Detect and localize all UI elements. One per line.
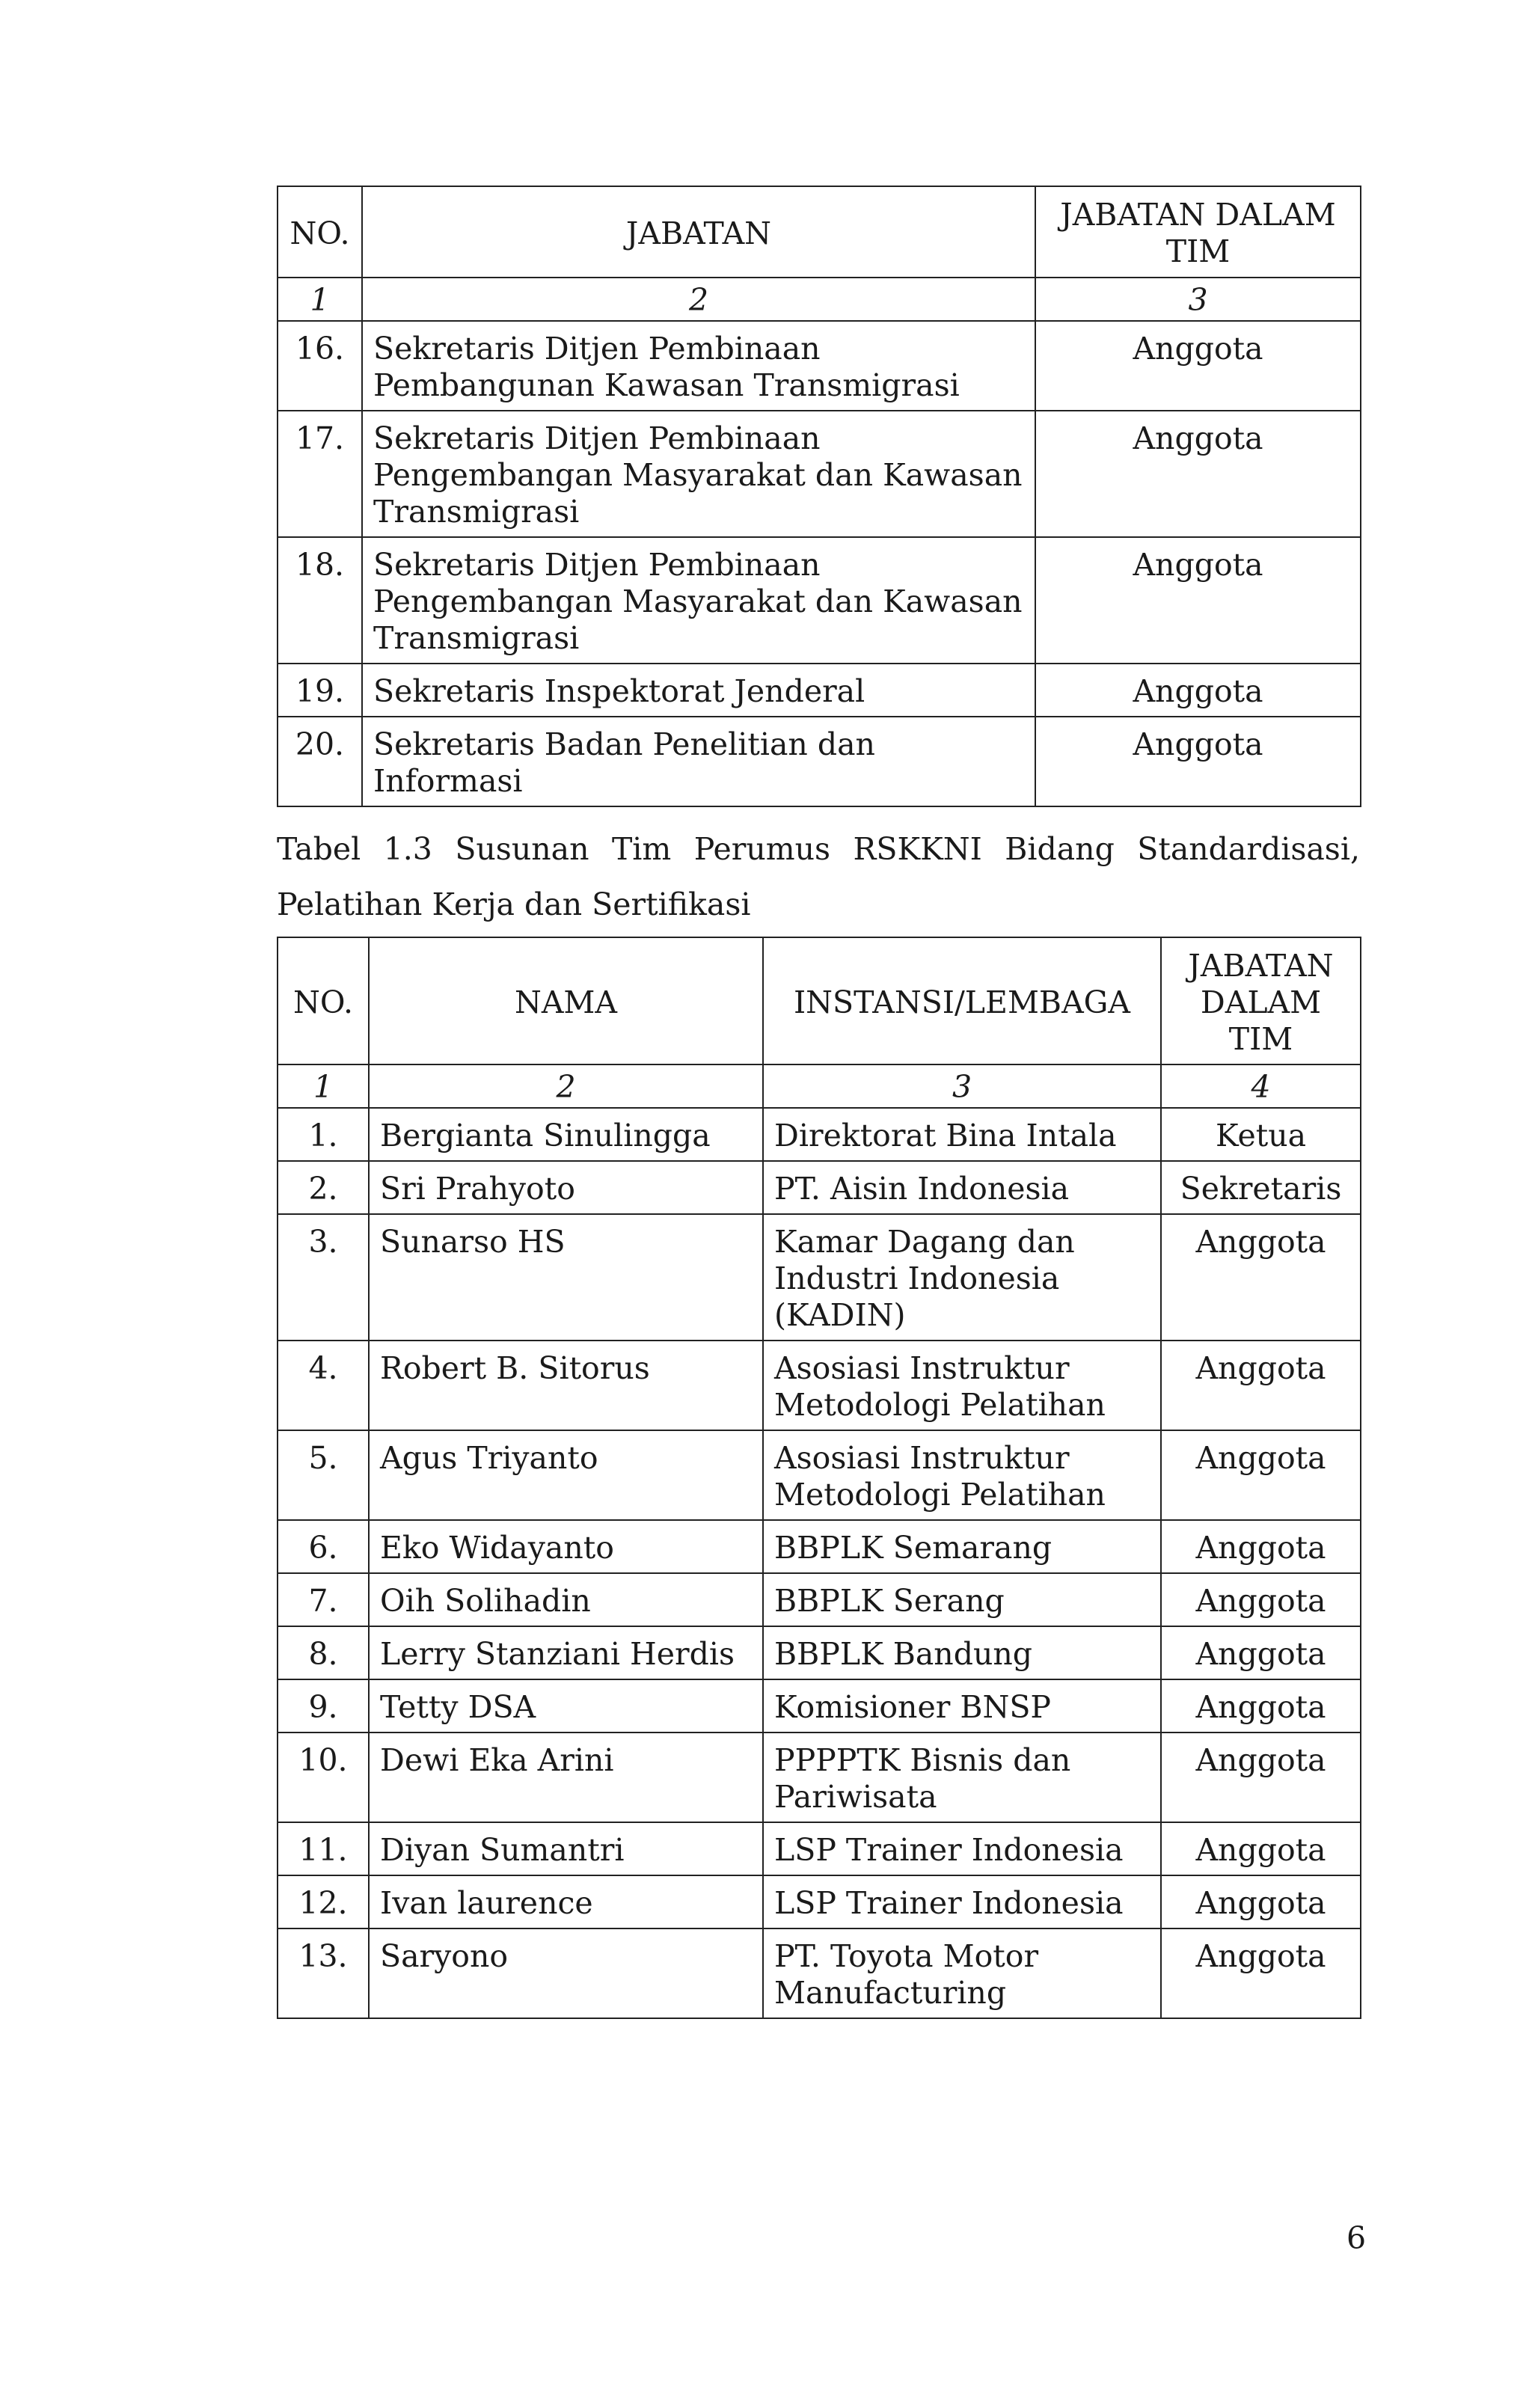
table-row xyxy=(278,1108,1361,1161)
table-row xyxy=(278,1161,1361,1214)
jabatan-dalam-tim-cell: Anggota xyxy=(1161,1679,1361,1733)
jabatan-dalam-tim-cell: Anggota xyxy=(1161,1214,1361,1341)
jabatan-cell: Sekretaris Ditjen Pembinaan Pembangunan Kawasan Transmigrasi xyxy=(362,321,1035,411)
row-number: 7. xyxy=(278,1573,369,1626)
header-jabatan-dalam-tim: JABATAN DALAM TIM xyxy=(1035,186,1361,278)
nama-cell: Lerry Stanziani Herdis xyxy=(369,1626,763,1679)
header-instansi: INSTANSI/LEMBAGA xyxy=(763,937,1161,1064)
instansi-cell: BBPLK Bandung xyxy=(763,1626,1161,1679)
column-index-row xyxy=(278,1064,1361,1108)
row-number: 4. xyxy=(278,1341,369,1430)
nama-cell: Bergianta Sinulingga xyxy=(369,1108,763,1161)
row-number: 19. xyxy=(278,664,362,717)
instansi-cell: Asosiasi Instruktur Metodologi Pelatihan xyxy=(763,1341,1161,1430)
row-number: 5. xyxy=(278,1430,369,1520)
table-row xyxy=(278,1928,1361,2018)
instansi-cell: Direktorat Bina Intala xyxy=(763,1108,1161,1161)
row-number: 18. xyxy=(278,537,362,664)
column-index: 2 xyxy=(362,278,1035,321)
row-number: 6. xyxy=(278,1520,369,1573)
nama-cell: Sunarso HS xyxy=(369,1214,763,1341)
column-index: 1 xyxy=(278,278,362,321)
page-number: 6 xyxy=(1346,2220,1367,2256)
table-row xyxy=(278,1341,1361,1430)
jabatan-dalam-tim-cell: Anggota xyxy=(1161,1573,1361,1626)
jabatan-dalam-tim-cell: Anggota xyxy=(1161,1520,1361,1573)
table-row xyxy=(278,664,1361,717)
table-body xyxy=(278,278,1361,806)
column-index: 1 xyxy=(278,1064,369,1108)
jabatan-cell: Sekretaris Ditjen Pembinaan Pengembangan Masyarakat dan Kawasan Transmigrasi xyxy=(362,411,1035,537)
table-row xyxy=(278,537,1361,664)
nama-cell: Agus Triyanto xyxy=(369,1430,763,1520)
row-number: 2. xyxy=(278,1161,369,1214)
jabatan-dalam-tim-cell: Anggota xyxy=(1035,411,1361,537)
jabatan-cell: Sekretaris Inspektorat Jenderal xyxy=(362,664,1035,717)
jabatan-cell: Sekretaris Ditjen Pembinaan Pengembangan Masyarakat dan Kawasan Transmigrasi xyxy=(362,537,1035,664)
table-header-row xyxy=(278,186,1361,278)
row-number: 12. xyxy=(278,1875,369,1928)
row-number: 17. xyxy=(278,411,362,537)
tim-perumus-table xyxy=(277,937,1361,2019)
nama-cell: Oih Solihadin xyxy=(369,1573,763,1626)
row-number: 20. xyxy=(278,717,362,806)
column-index-row xyxy=(278,278,1361,321)
table-row xyxy=(278,1573,1361,1626)
jabatan-dalam-tim-cell: Anggota xyxy=(1161,1875,1361,1928)
instansi-cell: Kamar Dagang dan Industri Indonesia (KADIN) xyxy=(763,1214,1161,1341)
row-number: 13. xyxy=(278,1928,369,2018)
jabatan-dalam-tim-cell: Anggota xyxy=(1161,1341,1361,1430)
jabatan-dalam-tim-cell: Anggota xyxy=(1161,1822,1361,1875)
nama-cell: Ivan laurence xyxy=(369,1875,763,1928)
column-index: 2 xyxy=(369,1064,763,1108)
instansi-cell: PT. Toyota Motor Manufacturing xyxy=(763,1928,1161,2018)
column-index: 3 xyxy=(763,1064,1161,1108)
table-row xyxy=(278,1214,1361,1341)
table-row xyxy=(278,1875,1361,1928)
jabatan-table xyxy=(277,186,1361,807)
instansi-cell: BBPLK Semarang xyxy=(763,1520,1161,1573)
nama-cell: Tetty DSA xyxy=(369,1679,763,1733)
row-number: 8. xyxy=(278,1626,369,1679)
row-number: 11. xyxy=(278,1822,369,1875)
instansi-cell: PPPPTK Bisnis dan Pariwisata xyxy=(763,1733,1161,1822)
table-row xyxy=(278,321,1361,411)
table-caption: Tabel 1.3 Susunan Tim Perumus RSKKNI Bidang Standardisasi, Pelatihan Kerja dan Sertifikasi xyxy=(277,831,1360,922)
row-number: 9. xyxy=(278,1679,369,1733)
header-nama: NAMA xyxy=(369,937,763,1064)
jabatan-dalam-tim-cell: Ketua xyxy=(1161,1108,1361,1161)
table-row xyxy=(278,1679,1361,1733)
table-row xyxy=(278,717,1361,806)
nama-cell: Saryono xyxy=(369,1928,763,2018)
row-number: 1. xyxy=(278,1108,369,1161)
nama-cell: Diyan Sumantri xyxy=(369,1822,763,1875)
row-number: 10. xyxy=(278,1733,369,1822)
nama-cell: Robert B. Sitorus xyxy=(369,1341,763,1430)
instansi-cell: BBPLK Serang xyxy=(763,1573,1161,1626)
table-row xyxy=(278,1430,1361,1520)
header-no: NO. xyxy=(278,937,369,1064)
jabatan-dalam-tim-cell: Anggota xyxy=(1161,1733,1361,1822)
jabatan-dalam-tim-cell: Anggota xyxy=(1035,664,1361,717)
column-index: 3 xyxy=(1035,278,1361,321)
instansi-cell: LSP Trainer Indonesia xyxy=(763,1822,1161,1875)
jabatan-cell: Sekretaris Badan Penelitian dan Informasi xyxy=(362,717,1035,806)
jabatan-dalam-tim-cell: Anggota xyxy=(1035,717,1361,806)
jabatan-dalam-tim-cell: Anggota xyxy=(1161,1430,1361,1520)
row-number: 16. xyxy=(278,321,362,411)
instansi-cell: Komisioner BNSP xyxy=(763,1679,1161,1733)
instansi-cell: Asosiasi Instruktur Metodologi Pelatihan xyxy=(763,1430,1161,1520)
table-row xyxy=(278,1822,1361,1875)
instansi-cell: PT. Aisin Indonesia xyxy=(763,1161,1161,1214)
jabatan-dalam-tim-cell: Anggota xyxy=(1161,1626,1361,1679)
jabatan-dalam-tim-cell: Anggota xyxy=(1035,321,1361,411)
jabatan-dalam-tim-cell: Anggota xyxy=(1035,537,1361,664)
row-number: 3. xyxy=(278,1214,369,1341)
jabatan-dalam-tim-cell: Sekretaris xyxy=(1161,1161,1361,1214)
table-row xyxy=(278,411,1361,537)
header-jabatan-dalam-tim: JABATAN DALAM TIM xyxy=(1161,937,1361,1064)
column-index: 4 xyxy=(1161,1064,1361,1108)
nama-cell: Dewi Eka Arini xyxy=(369,1733,763,1822)
jabatan-dalam-tim-cell: Anggota xyxy=(1161,1928,1361,2018)
header-no: NO. xyxy=(278,186,362,278)
instansi-cell: LSP Trainer Indonesia xyxy=(763,1875,1161,1928)
table-row xyxy=(278,1733,1361,1822)
nama-cell: Eko Widayanto xyxy=(369,1520,763,1573)
table-header-row xyxy=(278,937,1361,1064)
table-row xyxy=(278,1520,1361,1573)
header-jabatan: JABATAN xyxy=(362,186,1035,278)
table-body xyxy=(278,1064,1361,2018)
table-row xyxy=(278,1626,1361,1679)
nama-cell: Sri Prahyoto xyxy=(369,1161,763,1214)
